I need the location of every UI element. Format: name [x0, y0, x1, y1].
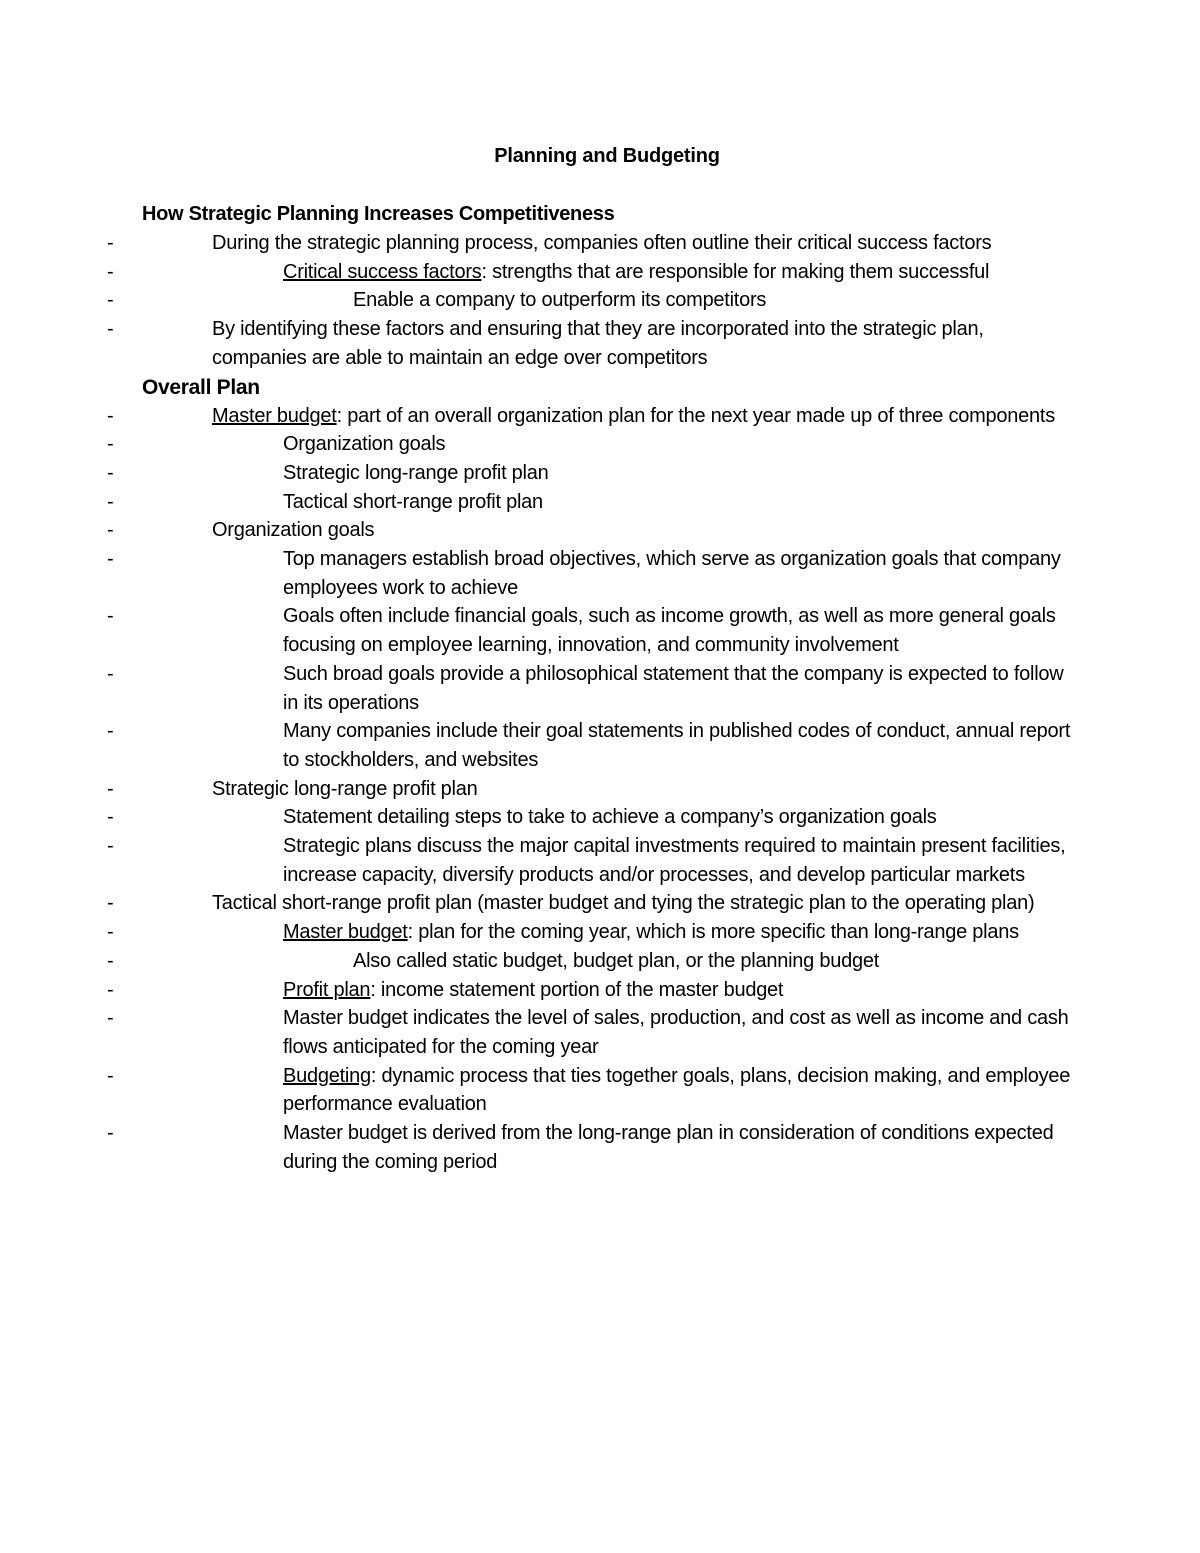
bullet-list	[107, 402, 1072, 1177]
bullet-dash: -	[107, 605, 114, 628]
list-item-text: Such broad goals provide a philosophical statement that the company is expected to follow in its operations	[283, 662, 1064, 714]
list-item	[107, 229, 1072, 258]
list-item	[107, 832, 1072, 889]
list-item	[107, 976, 1072, 1005]
list-item	[107, 602, 1072, 659]
defined-term: Master budget	[212, 404, 337, 427]
list-item-text: Tactical short-range profit plan (master budget and tying the strategic plan to the operating plan)	[212, 892, 1035, 915]
bullet-dash: -	[107, 433, 114, 456]
bullet-dash: -	[107, 720, 114, 743]
list-item	[107, 545, 1072, 602]
list-item-text: : part of an overall organization plan for the next year made up of three components	[336, 404, 1055, 427]
bullet-dash: -	[107, 232, 114, 254]
list-item-text: : plan for the coming year, which is more specific than long-range plans	[407, 921, 1019, 944]
list-item	[107, 947, 1072, 976]
list-item	[107, 918, 1072, 947]
bullet-dash: -	[107, 662, 114, 685]
list-item-text: Strategic long-range profit plan	[283, 461, 549, 484]
document-title: Planning and Budgeting	[494, 145, 720, 167]
bullet-dash: -	[107, 921, 114, 944]
section-overall-plan	[107, 373, 1072, 1177]
bullet-dash: -	[107, 519, 114, 542]
section-heading: Overall Plan	[142, 375, 260, 399]
list-item-text: Tactical short-range profit plan	[283, 490, 543, 513]
bullet-list	[107, 229, 1072, 373]
list-item	[107, 1119, 1072, 1176]
list-item-text: Strategic long-range profit plan	[212, 777, 478, 800]
bullet-dash: -	[107, 461, 114, 484]
list-item	[107, 1062, 1072, 1119]
list-item-text: By identifying these factors and ensuring that they are incorporated into the strategic plan, companies are able to maintain an edge over competitors	[212, 318, 984, 369]
list-item	[107, 516, 1072, 545]
list-item-text: During the strategic planning process, companies often outline their critical success factors	[212, 232, 992, 254]
list-item	[107, 315, 1072, 372]
list-item	[107, 430, 1072, 459]
list-item-text: Master budget is derived from the long-range plan in consideration of conditions expected during the coming period	[283, 1122, 1054, 1173]
list-item-text: Goals often include financial goals, such as income growth, as well as more general goals focusing on employee learning, innovation, and community involvement	[283, 605, 1056, 657]
bullet-dash: -	[107, 806, 114, 829]
bullet-dash: -	[107, 1122, 114, 1145]
bullet-dash: -	[107, 548, 114, 571]
list-item	[107, 717, 1072, 774]
list-item-text: Statement detailing steps to take to achieve a company’s organization goals	[283, 806, 937, 829]
document-page	[107, 138, 1072, 1177]
bullet-dash: -	[107, 1064, 114, 1087]
bullet-dash: -	[107, 835, 114, 858]
bullet-dash: -	[107, 490, 114, 513]
bullet-dash: -	[107, 404, 114, 427]
defined-term: Critical success factors	[283, 260, 482, 283]
bullet-dash: -	[107, 318, 114, 341]
section-heading: How Strategic Planning Increases Competitiveness	[142, 203, 615, 225]
defined-term: Budgeting	[283, 1064, 371, 1087]
list-item-text: Also called static budget, budget plan, or the planning budget	[353, 949, 880, 972]
bullet-dash: -	[107, 777, 114, 800]
list-item-text: : strengths that are responsible for making them successful	[481, 260, 990, 283]
defined-term: Profit plan	[283, 978, 371, 1001]
section-strategic-planning	[107, 200, 1072, 373]
bullet-dash: -	[107, 289, 114, 312]
list-item-text: Top managers establish broad objectives, which serve as organization goals that company employees work to achieve	[283, 548, 1061, 599]
list-item-text: : income statement portion of the master budget	[370, 978, 784, 1001]
defined-term: Master budget	[283, 921, 408, 944]
bullet-dash: -	[107, 260, 114, 283]
list-item-text: Enable a company to outperform its competitors	[353, 289, 767, 312]
bullet-dash: -	[107, 949, 114, 972]
list-item-text: Many companies include their goal statements in published codes of conduct, annual report to stockholders, and websites	[283, 720, 1071, 771]
list-item	[107, 488, 1072, 517]
list-item-text: Strategic plans discuss the major capital investments required to maintain present facilities, increase capacity, diversify products and/or processes, and develop particular markets	[283, 835, 1066, 886]
list-item-text: Master budget indicates the level of sales, production, and cost as well as income and cash flows anticipated for the coming year	[283, 1007, 1069, 1058]
bullet-dash: -	[107, 978, 114, 1001]
list-item	[107, 660, 1072, 717]
list-item	[107, 889, 1072, 918]
list-item	[107, 775, 1072, 804]
list-item	[107, 286, 1072, 315]
list-item	[107, 459, 1072, 488]
list-item	[107, 402, 1072, 431]
list-item-text: Organization goals	[283, 433, 446, 456]
list-item	[107, 1004, 1072, 1061]
list-item-text: : dynamic process that ties together goals, plans, decision making, and employee performance evaluation	[283, 1064, 1071, 1116]
list-item-text: Organization goals	[212, 519, 375, 542]
bullet-dash: -	[107, 1007, 114, 1030]
list-item	[107, 803, 1072, 832]
list-item	[107, 258, 1072, 287]
bullet-dash: -	[107, 892, 114, 915]
